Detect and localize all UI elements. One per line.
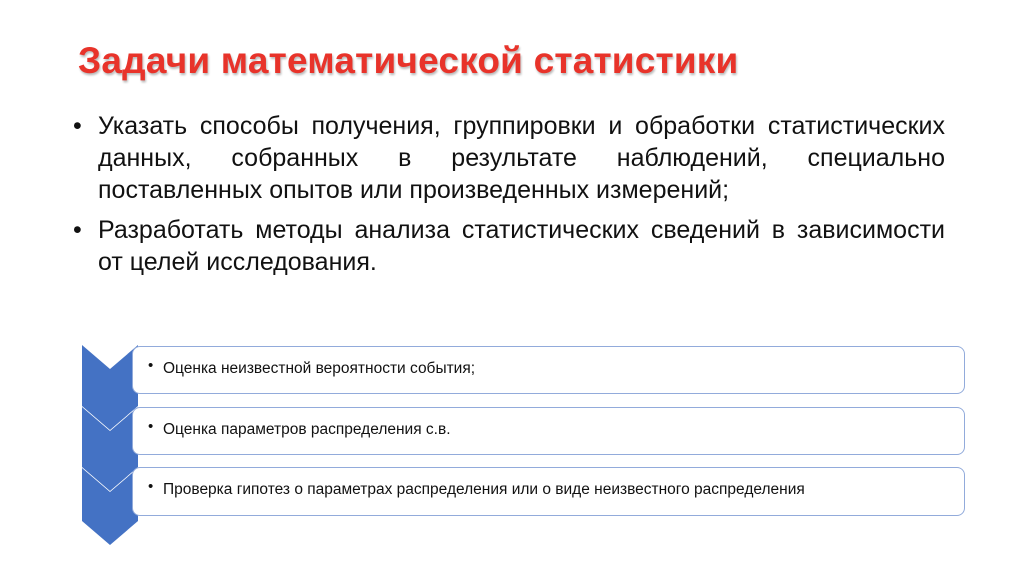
bullet-marker: • — [73, 216, 82, 244]
process-step-box — [132, 407, 965, 455]
bullet-marker: • — [73, 112, 82, 140]
step-text: Оценка неизвестной вероятности события; — [163, 360, 476, 377]
bullet-text: Указать способы получения, группировки и обработки статистических данных, собранных в результате наблюдений, специально поставленных опытов или произведенных измерений; — [98, 112, 945, 204]
bullet-text: Разработать методы анализа статистических сведений в зависимости от целей исследования. — [98, 216, 945, 276]
process-step-box — [132, 346, 965, 394]
step-bullet: • — [148, 357, 154, 374]
step-text: Проверка гипотез о параметрах распределения или о виде неизвестного распределения — [163, 481, 805, 498]
step-bullet: • — [148, 478, 154, 495]
process-step-box — [132, 467, 965, 516]
step-bullet: • — [148, 418, 154, 435]
step-text: Оценка параметров распределения с.в. — [163, 421, 451, 438]
slide-title: Задачи математической статистики — [78, 40, 739, 81]
